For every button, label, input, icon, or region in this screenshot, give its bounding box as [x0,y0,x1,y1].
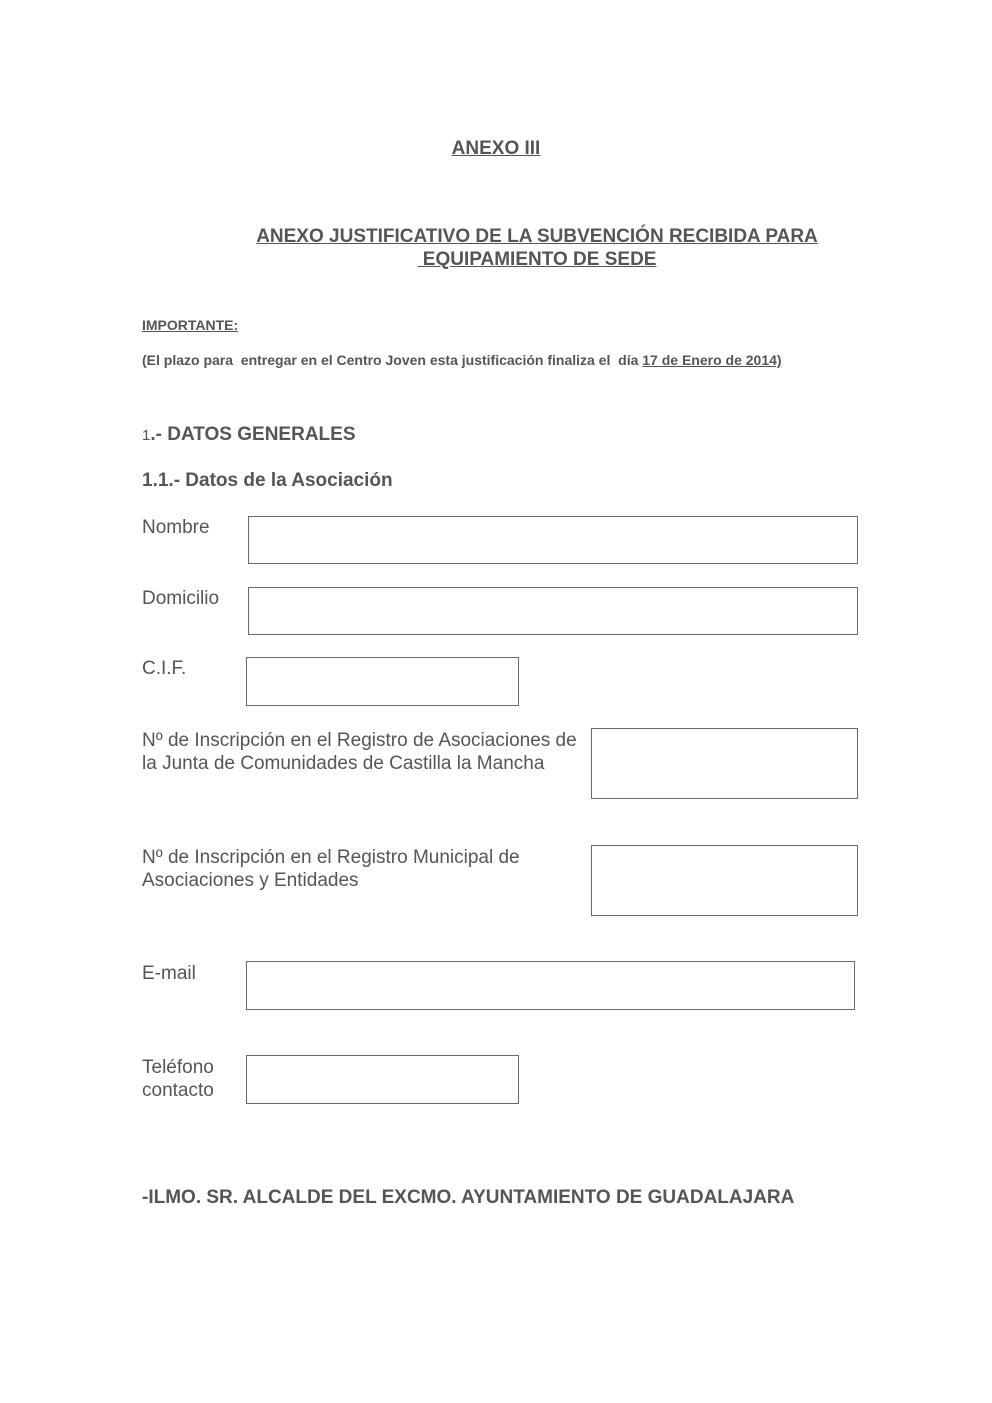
section-number: 1 [142,427,151,444]
annex-title [0,138,992,160]
deadline-note [142,352,782,368]
cif-label: C.I.F. [142,658,187,679]
annex-title-text: ANEXO III [451,138,541,159]
subsection-heading-association-data: 1.1.- Datos de la Asociación [142,470,393,491]
telefono-label: Teléfono contacto [142,1057,214,1101]
addressee: -ILMO. SR. ALCALDE DEL EXCMO. AYUNTAMIENTO DE GUADALAJARA [142,1187,795,1208]
domicilio-field[interactable] [248,587,858,635]
annex-subtitle [238,225,836,271]
nombre-label: Nombre [142,517,210,538]
email-label: E-mail [142,963,196,984]
registro-jccm-field[interactable] [591,728,858,799]
registro-municipal-field[interactable] [591,845,858,916]
registro-jccm-label: Nº de Inscripción en el Registro de Asociaciones de la Junta de Comunidades de Castilla la Mancha [142,730,577,774]
telefono-field[interactable] [246,1055,519,1104]
section-heading-general-data [142,424,356,446]
nombre-field[interactable] [248,516,858,564]
annex-subtitle-line2: EQUIPAMIENTO DE SEDE [417,249,657,270]
section-title: .- DATOS GENERALES [150,424,356,445]
deadline-note-prefix: (El plazo para entregar en el Centro Joven esta justificación finaliza el día [142,352,643,368]
annex-subtitle-line1: ANEXO JUSTIFICATIVO DE LA SUBVENCIÓN RECIBIDA PARA [256,226,818,247]
domicilio-label: Domicilio [142,588,220,609]
important-label: IMPORTANTE: [142,317,239,333]
registro-municipal-label: Nº de Inscripción en el Registro Municipal de Asociaciones y Entidades [142,847,520,891]
cif-field[interactable] [246,657,519,706]
deadline-note-date: 17 de Enero de 2014) [642,352,782,368]
email-field[interactable] [246,961,855,1010]
